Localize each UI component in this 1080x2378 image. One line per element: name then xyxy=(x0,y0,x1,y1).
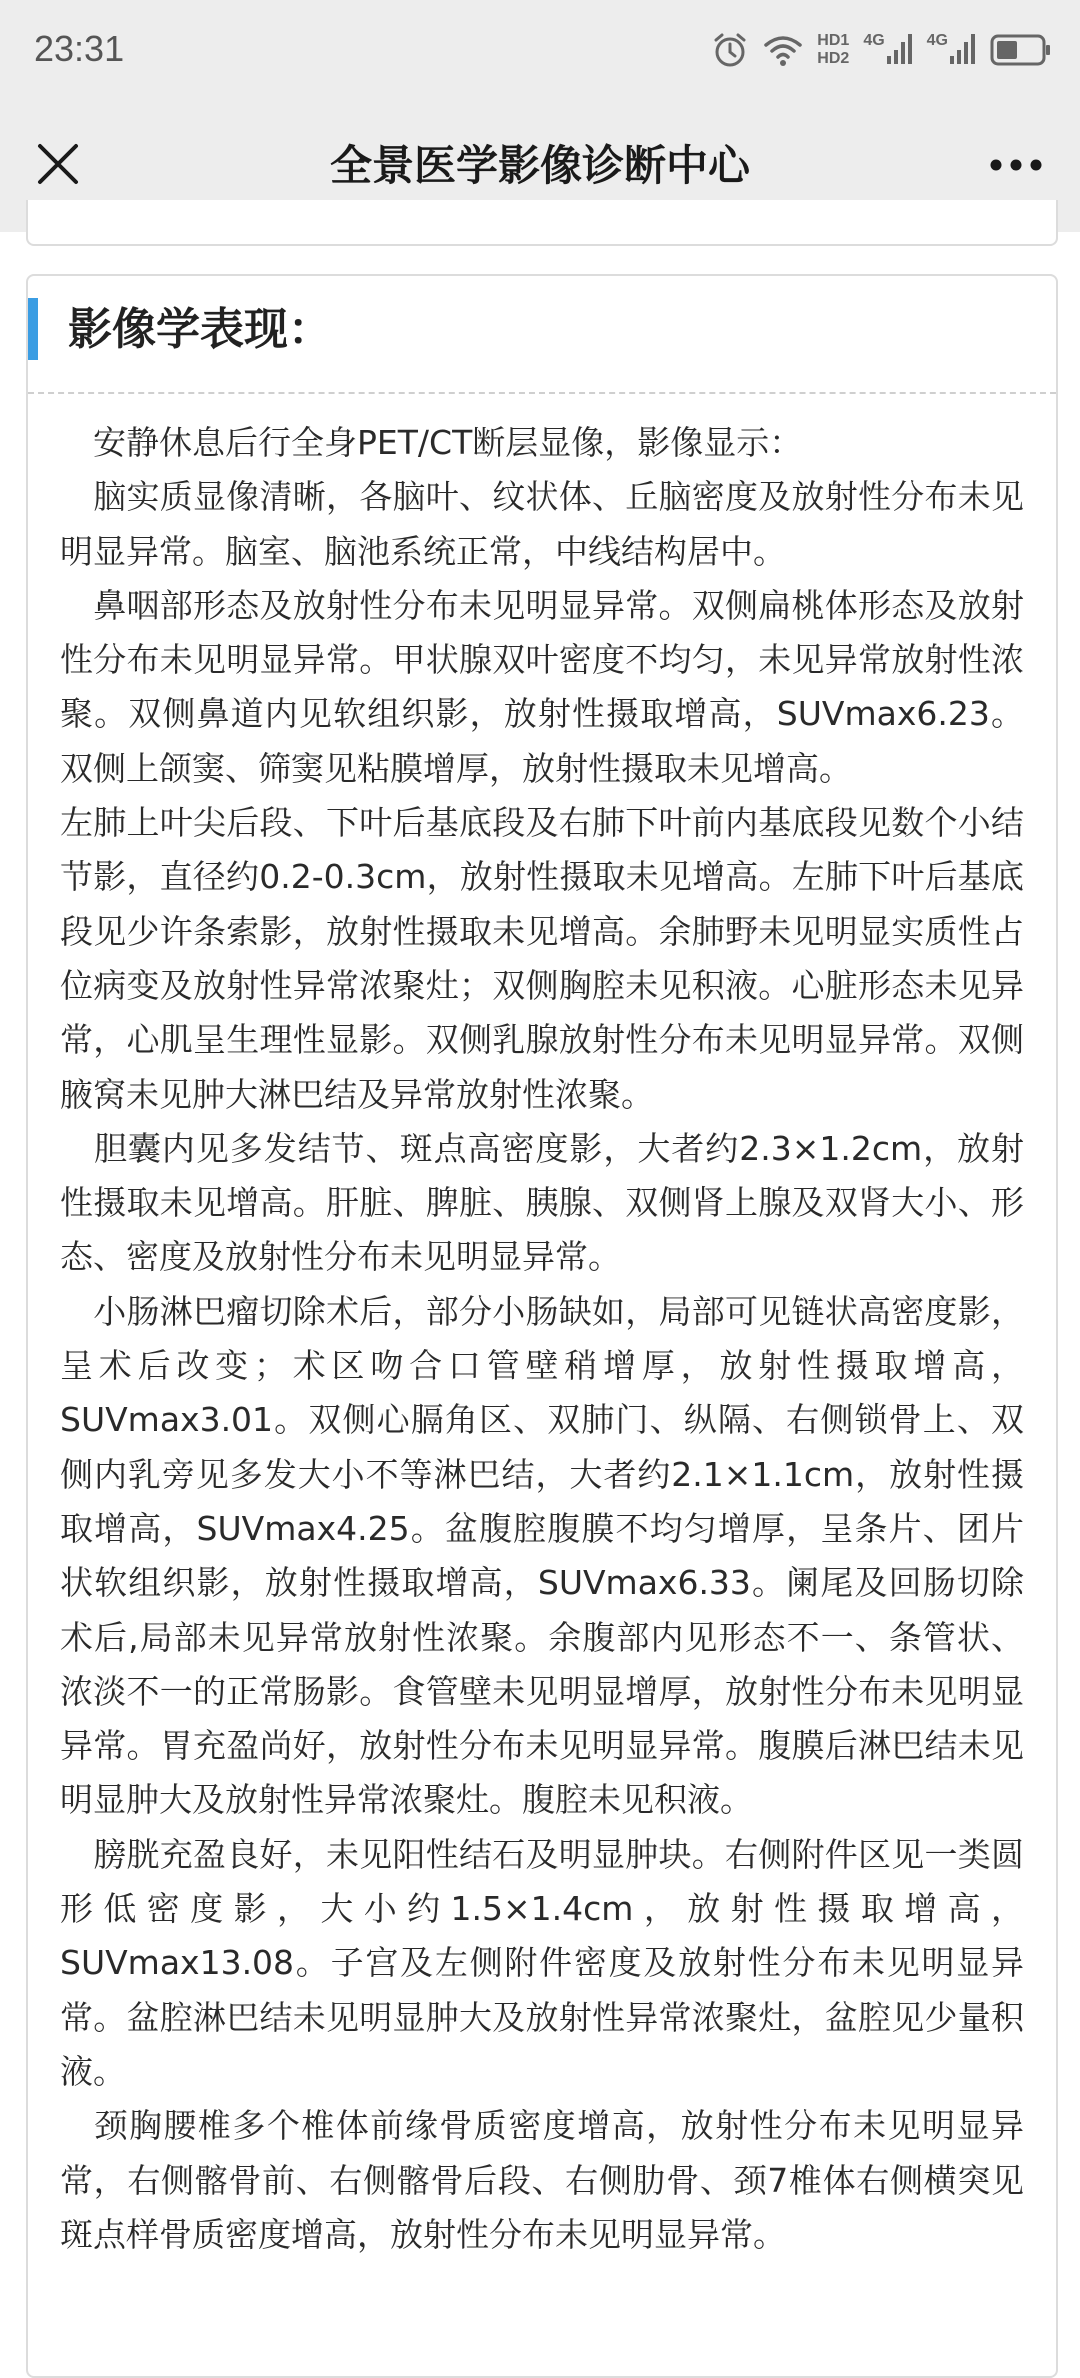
report-paragraph: 小肠淋巴瘤切除术后，部分小肠缺如，局部可见链状高密度影，呈术后改变；术区吻合口管壁稍增厚，放射性摄取增高，SUVmax3.01。双侧心膈角区、双肺门、纵隔、右侧锁骨上、双侧内乳旁见多发大小不等淋巴结，大者约2.1×1.1cm，放射性摄取增高，SUVmax4.25。盆腹腔腹膜不均匀增厚，呈条片、团片状软组织影，放射性摄取增高，SUVmax6.33。阑尾及回肠切除术后,局部未见异常放射性浓聚。余腹部内见形态不一、条管状、浓淡不一的正常肠影。食管壁未见明显增厚，放射性分布未见明显异常。胃充盈尚好，放射性分布未见明显异常。腹膜后淋巴结未见明显肿大及放射性异常浓聚灶。腹腔未见积液。 xyxy=(60,1291,1024,1820)
more-dots-icon xyxy=(989,157,1043,176)
report-paragraph: 鼻咽部形态及放射性分布未见明显异常。双侧扁桃体形态及放射性分布未见明显异常。甲状腺双叶密度不均匀，未见异常放射性浓聚。双侧鼻道内见软组织影，放射性摄取增高，SUVmax6.23。双侧上颌窦、筛窦见粘膜增厚，放射性摄取未见增高。 xyxy=(60,585,1024,788)
report-paragraph: 颈胸腰椎多个椎体前缘骨质密度增高，放射性分布未见明显异常，右侧髂骨前、右侧髂骨后段、右侧肋骨、颈7椎体右侧横突见斑点样骨质密度增高，放射性分布未见明显异常。 xyxy=(60,2106,1024,2254)
card-header xyxy=(28,276,1056,394)
status-time: 23:31 xyxy=(34,28,125,69)
network-1-label: 4G xyxy=(863,32,885,49)
status-icons xyxy=(711,26,1052,74)
status-bar xyxy=(0,0,1080,100)
report-body xyxy=(28,394,1056,2262)
more-button[interactable] xyxy=(980,136,1052,196)
close-button[interactable] xyxy=(28,136,88,196)
network-2-label: 4G xyxy=(926,32,948,49)
wifi-icon xyxy=(763,33,803,67)
report-card xyxy=(26,274,1058,2378)
alarm-clock-icon xyxy=(711,31,749,69)
report-paragraph: 膀胱充盈良好，未见阳性结石及明显肿块。右侧附件区见一类圆形低密度影，大小约1.5×1.4cm，放射性摄取增高，SUVmax13.08。子宫及左侧附件密度及放射性分布未见明显异常。盆腔淋巴结未见明显肿大及放射性异常浓聚灶，盆腔见少量积液。 xyxy=(60,1834,1024,2091)
previous-card-edge xyxy=(26,200,1058,246)
network-2 xyxy=(927,30,976,70)
signal-bars-icon xyxy=(950,30,976,70)
close-icon xyxy=(36,142,80,190)
report-paragraph: 左肺上叶尖后段、下叶后基底段及右肺下叶前内基底段见数个小结节影，直径约0.2-0.3cm，放射性摄取未见增高。左肺下叶后基底段见少许条索影，放射性摄取未见增高。余肺野未见明显实质性占位病变及放射性异常浓聚灶；双侧胸腔未见积液。心脏形态未见异常，心肌呈生理性显影。双侧乳腺放射性分布未见明显异常。双侧腋窝未见肿大淋巴结及异常放射性浓聚。 xyxy=(60,803,1024,1114)
signal-bars-icon xyxy=(887,30,913,70)
hd-indicator xyxy=(817,32,849,68)
battery-icon xyxy=(990,33,1052,67)
hd2-label: HD2 xyxy=(817,50,850,67)
hd1-label: HD1 xyxy=(817,32,850,49)
page-title: 全景医学影像诊断中心 xyxy=(329,141,750,190)
report-paragraph: 安静休息后行全身PET/CT断层显像，影像显示： xyxy=(60,423,803,462)
network-1 xyxy=(863,30,912,70)
report-paragraph: 胆囊内见多发结节、斑点高密度影，大者约2.3×1.2cm，放射性摄取未见增高。肝脏、脾脏、胰腺、双侧肾上腺及双肾大小、形态、密度及放射性分布未见明显异常。 xyxy=(60,1128,1024,1277)
report-paragraph: 脑实质显像清晰，各脑叶、纹状体、丘脑密度及放射性分布未见明显异常。脑室、脑池系统正常，中线结构居中。 xyxy=(60,477,1024,571)
section-accent-bar xyxy=(28,298,38,360)
section-title: 影像学表现： xyxy=(68,304,332,355)
